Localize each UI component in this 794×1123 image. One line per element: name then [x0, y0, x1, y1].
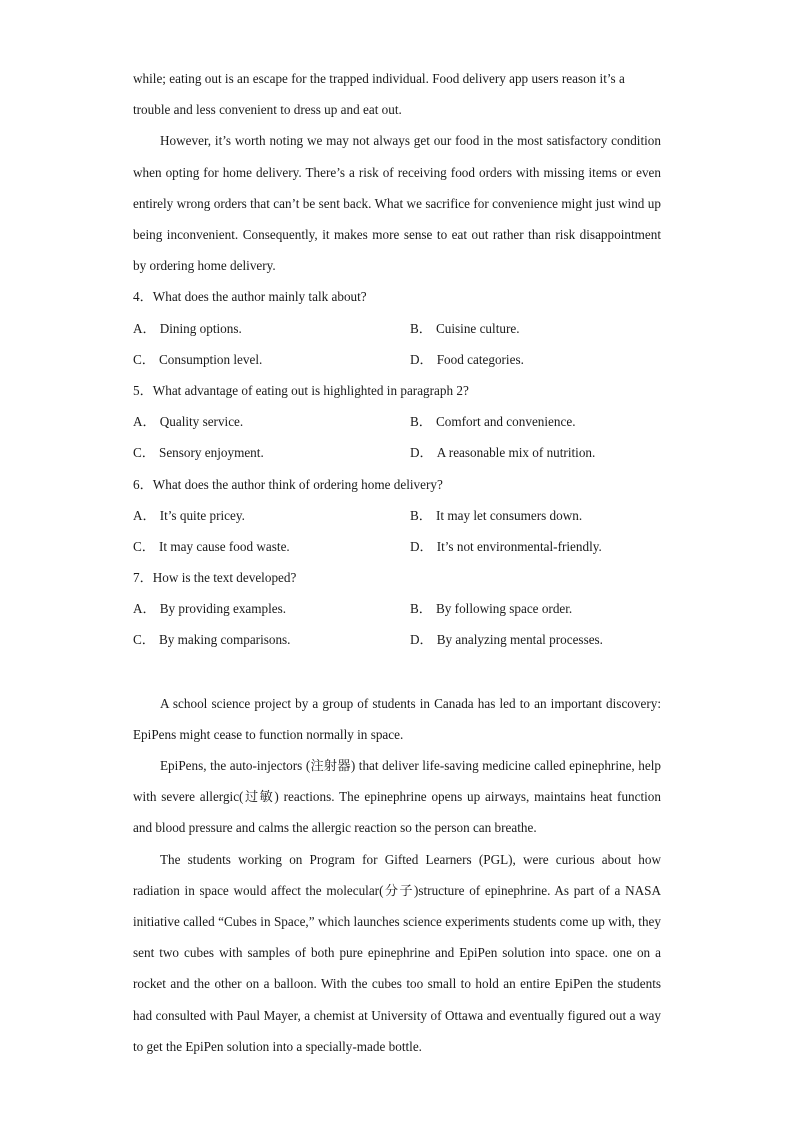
option-letter: C． [133, 445, 155, 461]
passage-a-paragraph-2: However, it’s worth noting we may not always get our food in the most satisfactory condition when opting for home delivery. There’s a risk of receiving food orders with missing items or even entirely wrong orders that can’t be sent back. What we sacrifice for convenience might just wind up being inconvenient. Consequently, it makes more sense to eat out rather than risk disappointment by ordering home delivery. [133, 133, 661, 274]
option-text: By making comparisons. [158, 632, 291, 648]
passage-b-paragraph-2: EpiPens, the auto-injectors (注射器) that deliver life-saving medicine called epinephrine, help with severe allergic(过敏) reactions. The epinephrine opens up airways, maintains heat function and blood pressure and calms the allergic reaction so the person can breathe. [133, 758, 661, 836]
option-text: It may let consumers down. [435, 507, 583, 523]
question-6-stem: 6．What does the author think of ordering home delivery? [133, 476, 443, 492]
question-6-options-row-1 [133, 500, 661, 531]
option-text: By following space order. [435, 601, 573, 617]
option-text: By providing examples. [159, 601, 287, 617]
option-letter: C． [133, 632, 155, 648]
option-letter: D． [410, 538, 433, 554]
option-letter: B． [410, 601, 432, 617]
option-letter: A． [133, 507, 156, 523]
question-4-option-a[interactable] [133, 313, 410, 344]
passage-a-line-1: while; eating out is an escape for the trapped individual. Food delivery app users reason it’s a [133, 71, 625, 86]
option-letter: B． [410, 414, 432, 430]
option-text: It may cause food waste. [158, 538, 290, 554]
option-letter: A． [133, 414, 156, 430]
passage-a-line-2: trouble and less convenient to dress up and eat out. [133, 102, 402, 118]
option-text: Dining options. [159, 320, 242, 336]
question-4-option-d[interactable] [410, 344, 524, 375]
question-4-stem: 4．What does the author mainly talk about? [133, 289, 367, 305]
question-7-options-row-1 [133, 593, 661, 624]
question-5-option-c[interactable] [133, 437, 410, 468]
option-text: Food categories. [436, 351, 524, 367]
question-4-options-row-1 [133, 313, 661, 344]
question-7-options-row-2 [133, 624, 661, 655]
question-7-option-c[interactable] [133, 624, 410, 655]
option-letter: D． [410, 632, 433, 648]
option-letter: B． [410, 507, 432, 523]
option-text: By analyzing mental processes. [436, 632, 603, 648]
question-5-option-a[interactable] [133, 406, 410, 437]
option-letter: C． [133, 351, 155, 367]
question-7-option-d[interactable] [410, 624, 603, 655]
option-text: Cuisine culture. [435, 320, 520, 336]
option-text: It’s not environmental-friendly. [436, 538, 602, 554]
question-6-option-c[interactable] [133, 531, 410, 562]
question-7-stem: 7．How is the text developed? [133, 570, 297, 586]
option-letter: D． [410, 351, 433, 367]
option-text: Quality service. [159, 414, 244, 430]
option-letter: A． [133, 601, 156, 617]
option-text: Sensory enjoyment. [158, 445, 264, 461]
option-text: Consumption level. [158, 351, 263, 367]
question-5-option-b[interactable] [410, 406, 576, 437]
question-5-options-row-1 [133, 406, 661, 437]
question-5-stem: 5．What advantage of eating out is highlighted in paragraph 2? [133, 382, 469, 398]
question-5-options-row-2 [133, 437, 661, 468]
passage-b-paragraph-3: The students working on Program for Gifted Learners (PGL), were curious about how radiation in space would affect the molecular(分子)structure of epinephrine. As part of a NASA initiative called “Cubes in Space,” which launches science experiments students come up with, they sent two cubes with samples of both pure epinephrine and EpiPen solution into space. one on a rocket and the other on a balloon. With the cubes too small to hold an entire EpiPen the students had consulted with Paul Mayer, a chemist at University of Ottawa and eventually figured out a way to get the EpiPen solution into a specially-made bottle. [133, 851, 661, 1054]
question-4-option-b[interactable] [410, 313, 520, 344]
question-6-option-d[interactable] [410, 531, 602, 562]
option-text: Comfort and convenience. [435, 414, 576, 430]
passage-b-paragraph-1: A school science project by a group of students in Canada has led to an important discovery: EpiPens might cease to function normally in space. [133, 695, 661, 742]
question-5-option-d[interactable] [410, 437, 595, 468]
option-text: A reasonable mix of nutrition. [436, 445, 596, 461]
option-letter: A． [133, 320, 156, 336]
option-letter: B． [410, 320, 432, 336]
question-6-option-b[interactable] [410, 500, 582, 531]
option-letter: D． [410, 445, 433, 461]
question-6-option-a[interactable] [133, 500, 410, 531]
question-7-option-a[interactable] [133, 593, 410, 624]
option-letter: C． [133, 538, 155, 554]
question-6-options-row-2 [133, 531, 661, 562]
section-gap [133, 656, 661, 688]
question-7-option-b[interactable] [410, 593, 572, 624]
document-page [133, 63, 661, 1062]
question-4-option-c[interactable] [133, 344, 410, 375]
option-text: It’s quite pricey. [159, 507, 245, 523]
question-4-options-row-2 [133, 344, 661, 375]
